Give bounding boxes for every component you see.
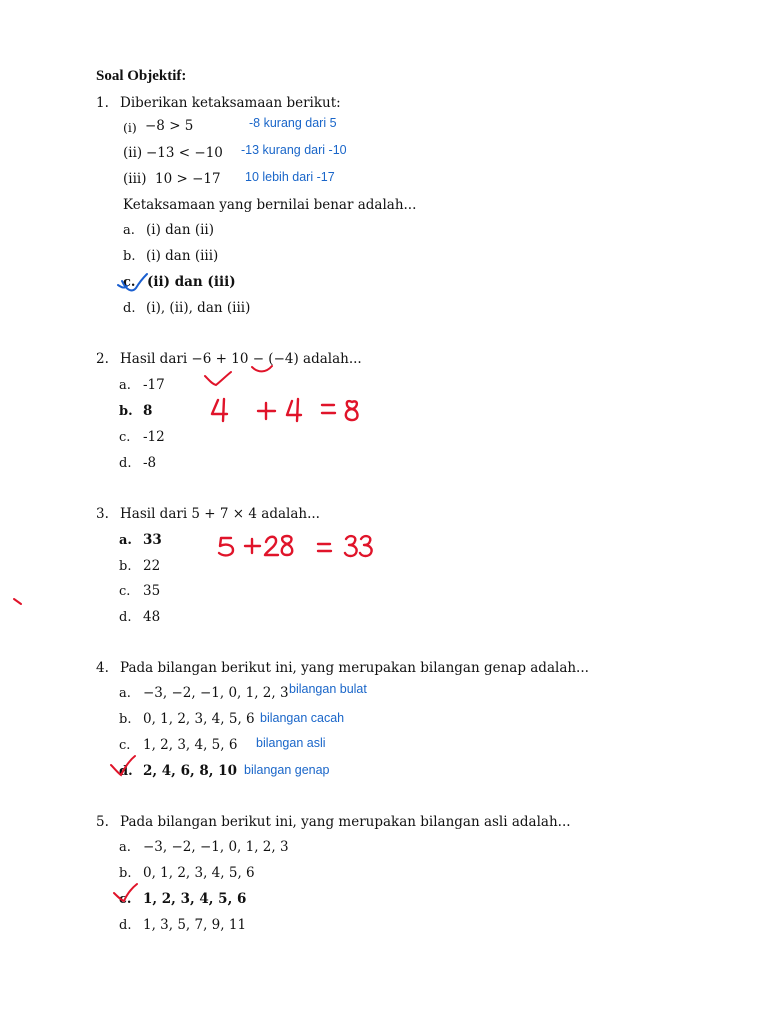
question-1-stem: Diberikan ketaksamaan berikut: xyxy=(120,95,341,111)
option-text: -17 xyxy=(143,377,165,393)
question-5-number: 5. xyxy=(96,814,109,830)
handwritten-calculation-q2 xyxy=(212,399,358,421)
option-letter: c. xyxy=(119,892,132,907)
question-4-number: 4. xyxy=(96,660,109,676)
question-2-stem: Hasil dari −6 + 10 − (−4) adalah... xyxy=(120,351,362,367)
option-text-selected: 1, 2, 3, 4, 5, 6 xyxy=(143,891,247,907)
option-text: −3, −2, −1, 0, 1, 2, 3 xyxy=(143,839,289,855)
option-text: −3, −2, −1, 0, 1, 2, 3 xyxy=(143,685,289,701)
option-text-selected: (ii) dan (iii) xyxy=(147,274,236,290)
handwritten-note: bilangan genap xyxy=(244,763,330,777)
statement-label: (iii) xyxy=(123,171,147,187)
option-letter: b. xyxy=(119,559,132,574)
option-letter: b. xyxy=(119,866,132,881)
option-text: (i) dan (iii) xyxy=(146,248,219,264)
option-letter: b. xyxy=(123,249,136,264)
question-1-number: 1. xyxy=(96,95,109,111)
option-letter: a. xyxy=(119,533,132,548)
handwritten-note: -8 kurang dari 5 xyxy=(249,116,337,130)
option-text: 35 xyxy=(143,583,161,599)
option-text: (i), (ii), dan (iii) xyxy=(146,300,251,316)
option-text: 1, 3, 5, 7, 9, 11 xyxy=(143,917,247,933)
question-2-number: 2. xyxy=(96,351,109,367)
statement-expression: −13 < −10 xyxy=(146,145,223,161)
question-3-stem: Hasil dari 5 + 7 × 4 adalah... xyxy=(120,506,320,522)
statement-expression: 10 > −17 xyxy=(155,171,221,187)
option-text: 0, 1, 2, 3, 4, 5, 6 xyxy=(143,865,255,881)
handwritten-note: bilangan cacah xyxy=(260,711,345,725)
question-3-number: 3. xyxy=(96,506,109,522)
question-1-prompt: Ketaksamaan yang bernilai benar adalah... xyxy=(123,197,417,213)
option-text: 22 xyxy=(143,558,161,574)
option-text: 1, 2, 3, 4, 5, 6 xyxy=(143,737,238,753)
option-letter: d. xyxy=(119,918,132,933)
red-checkmark-icon xyxy=(205,372,231,385)
statement-expression: −8 > 5 xyxy=(145,118,194,134)
option-letter: a. xyxy=(119,378,131,393)
option-text: 0, 1, 2, 3, 4, 5, 6 xyxy=(143,711,255,727)
option-text: 48 xyxy=(143,609,161,625)
option-letter: a. xyxy=(119,840,131,855)
option-text: (i) dan (ii) xyxy=(146,222,214,238)
option-letter: c. xyxy=(123,275,136,290)
handwritten-calculation-q3 xyxy=(219,536,372,556)
option-letter: d. xyxy=(123,301,136,316)
option-letter: b. xyxy=(119,404,133,419)
option-letter: a. xyxy=(119,686,131,701)
statement-label: (i) xyxy=(123,120,137,135)
option-letter: d. xyxy=(119,610,132,625)
option-letter: c. xyxy=(119,738,131,753)
stray-red-mark-icon xyxy=(14,599,21,604)
handwritten-note: 10 lebih dari -17 xyxy=(245,170,335,184)
option-letter: a. xyxy=(123,223,135,238)
question-5-stem: Pada bilangan berikut ini, yang merupakan bilangan asli adalah... xyxy=(120,814,571,830)
option-text: -12 xyxy=(143,429,165,445)
question-4-stem: Pada bilangan berikut ini, yang merupakan bilangan genap adalah... xyxy=(120,660,589,676)
handwritten-note: bilangan bulat xyxy=(289,682,367,696)
option-letter: c. xyxy=(119,584,131,599)
handwritten-note: -13 kurang dari -10 xyxy=(241,143,347,157)
option-text-selected: 8 xyxy=(143,403,153,419)
option-text-selected: 33 xyxy=(143,532,162,548)
statement-label: (ii) xyxy=(123,145,143,161)
option-letter: d. xyxy=(119,456,132,471)
handwritten-note: bilangan asli xyxy=(256,736,326,750)
option-text: -8 xyxy=(143,455,157,471)
option-text-selected: 2, 4, 6, 8, 10 xyxy=(143,763,237,779)
option-letter: b. xyxy=(119,712,132,727)
option-letter: c. xyxy=(119,430,131,445)
page-heading: Soal Objektif: xyxy=(96,68,187,84)
option-letter: d. xyxy=(119,764,133,779)
